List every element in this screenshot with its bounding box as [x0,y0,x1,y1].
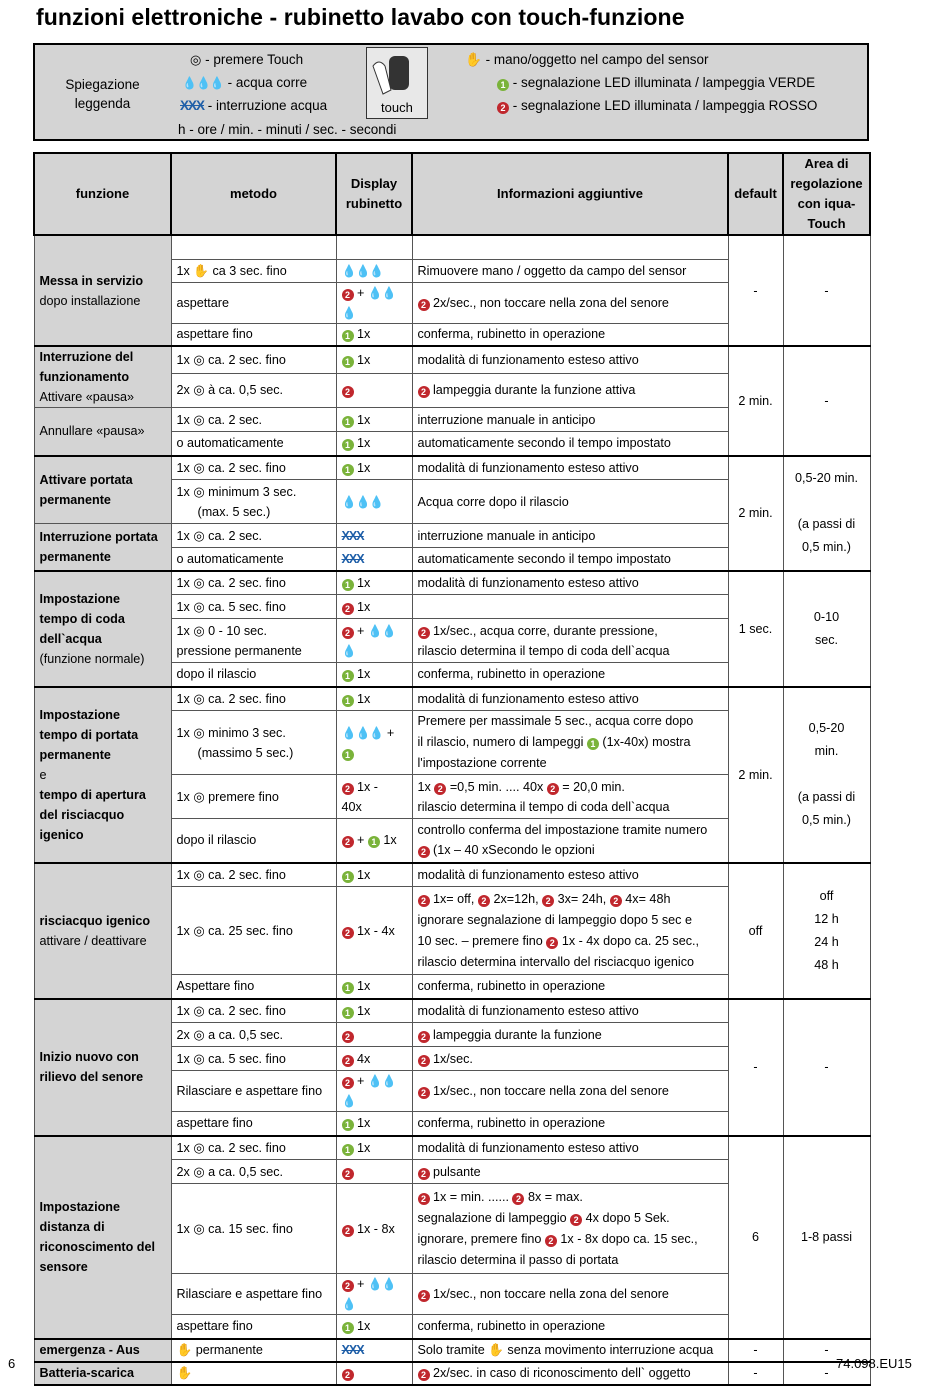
display [336,1160,412,1184]
green-led-icon: 1 [497,79,509,91]
default-value: 2 min. [728,346,783,456]
default-value: - [728,1339,783,1362]
display: 1 1x [336,687,412,711]
info: modalità di funzionamento esteso attivo [412,863,728,887]
red-led-icon: 2 [542,895,554,907]
method: Rilasciare e aspettare fino [171,1071,336,1112]
hand-icon: ✋ [193,263,209,278]
display [336,1362,412,1385]
touch-icon: ◎ [193,483,205,499]
document-code: 74.098.EU15 [836,1356,912,1371]
method: aspettare fino [171,1112,336,1136]
green-led-icon: 1 [342,464,354,476]
legend-green: 1 - segnalazione LED illuminata / lampeggia VERDE [497,75,815,91]
red-led-icon: 2 [342,386,354,398]
method: aspettare fino [171,323,336,346]
info: 2 2x/sec., non toccare nella zona del senore [412,282,728,323]
method: 1x ◎ ca. 2 sec. fino [171,863,336,887]
green-led-icon: 1 [342,1119,354,1131]
red-led-icon: 2 [418,1290,430,1302]
header-display: Display rubinetto [336,153,412,235]
method: 1x ◎ ca. 2 sec. fino [171,999,336,1023]
red-led-icon: 2 [342,1168,354,1180]
display: 1 1x [336,1315,412,1339]
default-value: 2 min. [728,687,783,863]
display: 1 1x [336,863,412,887]
red-led-icon: 2 [418,1031,430,1043]
legend-red: 2 - segnalazione LED illuminata / lampeggia ROSSO [497,98,817,114]
display [336,480,412,524]
green-led-icon: 1 [342,871,354,883]
method: aspettare fino [171,1315,336,1339]
method: dopo il rilascio [171,663,336,687]
header-metodo: metodo [171,153,336,235]
info: modalità di funzionamento esteso attivo [412,687,728,711]
info: automaticamente secondo il tempo impostato [412,548,728,571]
page-number: 6 [8,1356,16,1371]
info: 2 1x= off, 2 2x=12h, 2 3x= 24h, 2 4x= 48h ignorare segnalazione di lampeggio dopo 5 sec e 10 sec. – premere fino 2 1x - 4x dopo ca. 25 sec., rilascio determina intervallo del risciacquo igenico [412,887,728,975]
method: dopo il rilascio [171,819,336,863]
method: 1x ◎ ca. 5 sec. fino [171,1047,336,1071]
touch-icon: ◎ [190,52,202,67]
area-value: 0-10 sec. [783,571,870,687]
method: Aspettare fino [171,975,336,999]
display: 1 1x [336,432,412,456]
red-led-icon: 2 [342,783,354,795]
touch-sensor-image [366,47,428,119]
hand-icon: ✋ [176,1366,193,1380]
display: 2 1x [336,595,412,619]
area-value: - [783,1339,870,1362]
info: Acqua corre dopo il rilascio [412,480,728,524]
water-drops-icon: 💧💧💧 [341,1074,396,1108]
red-led-icon: 2 [418,1168,430,1180]
green-led-icon: 1 [587,738,599,750]
water-stop-icon: XXX [180,98,205,113]
display [336,1023,412,1047]
green-led-icon: 1 [342,1007,354,1019]
info: conferma, rubinetto in operazione [412,323,728,346]
red-led-icon: 2 [546,937,558,949]
display: 1 1x [336,456,412,480]
touch-icon: ◎ [193,382,205,398]
method: o automaticamente [171,432,336,456]
green-led-icon: 1 [342,982,354,994]
red-led-icon: 2 [610,895,622,907]
method: 1x ◎ 0 - 10 sec. pressione permanente [171,619,336,663]
display: 💧💧💧 + 1 [336,711,412,775]
display: 1 1x [336,323,412,346]
red-led-icon: 2 [342,1369,354,1381]
legend-hours: h - ore / min. - minuti / sec. - secondi [178,122,397,137]
red-led-icon: 2 [342,1280,354,1292]
display: 2 4x [336,1047,412,1071]
red-led-icon: 2 [342,289,354,301]
touch-icon: ◎ [193,788,205,804]
red-led-icon: 2 [418,1087,430,1099]
red-led-icon: 2 [497,102,509,114]
info: 2 2x/sec. in caso di riconoscimento dell` oggetto [412,1362,728,1385]
method: ✋ permanente [171,1339,336,1362]
red-led-icon: 2 [478,895,490,907]
touch-icon: ◎ [193,598,205,614]
display: 2 1x - 4x [336,887,412,975]
water-stop-icon: XXX [341,551,364,566]
red-led-icon: 2 [342,1077,354,1089]
green-led-icon: 1 [342,356,354,368]
info: conferma, rubinetto in operazione [412,663,728,687]
touch-icon: ◎ [193,1002,205,1018]
functions-table [33,152,871,1386]
red-led-icon: 2 [512,1193,524,1205]
method: Rilasciare e aspettare fino [171,1274,336,1315]
red-led-icon: 2 [418,627,430,639]
touch-icon: ◎ [193,922,205,938]
legend-label: Spiegazione leggenda [65,77,140,111]
info: Premere per massimale 5 sec., acqua corre dopo il rilascio, numero di lampeggi 1 (1x-40x) mostra l'impostazione corrente [412,711,728,775]
info: modalità di funzionamento esteso attivo [412,1136,728,1160]
info: Rimuovere mano / oggetto da campo del sensor [412,259,728,282]
display: 1 1x [336,408,412,432]
red-led-icon: 2 [434,783,446,795]
touch-label: touch [381,100,413,115]
method: 1x ◎ minimum 3 sec. (max. 5 sec.) [171,480,336,524]
info: modalità di funzionamento esteso attivo [412,571,728,595]
red-led-icon: 2 [570,1214,582,1226]
info: controllo conferma del impostazione tramite numero 2 (1x – 40 xSecondo le opzioni [412,819,728,863]
default-value: 2 min. [728,456,783,571]
red-led-icon: 2 [418,895,430,907]
display: 1 1x [336,999,412,1023]
info: modalità di funzionamento esteso attivo [412,346,728,373]
header-info: Informazioni aggiuntive [412,153,728,235]
info: modalità di funzionamento esteso attivo [412,999,728,1023]
touch-icon: ◎ [193,1220,205,1236]
hand-icon: ✋ [488,1343,504,1357]
display [336,524,412,548]
touch-icon: ◎ [193,459,205,475]
legend-stop: XXX - interruzione acqua [180,98,328,113]
red-led-icon: 2 [418,846,430,858]
touch-icon: ◎ [193,527,205,543]
method: 2x ◎ à ca. 0,5 sec. [171,373,336,407]
red-led-icon: 2 [342,927,354,939]
info: conferma, rubinetto in operazione [412,1315,728,1339]
water-drops-icon: 💧💧💧 [182,76,224,90]
method: 1x ✋ ca 3 sec. fino [171,259,336,282]
fn-tempo-di-portata: Impostazione tempo di portata permanente e tempo di apertura del risciacquo igenico [34,687,171,863]
default-value: - [728,999,783,1136]
info: conferma, rubinetto in operazione [412,1112,728,1136]
fn-annullare-pausa: Annullare «pausa» [34,408,171,456]
red-led-icon: 2 [342,836,354,848]
water-drops-icon: 💧💧💧 [341,285,396,320]
method: 1x ◎ minimo 3 sec. (massimo 5 sec.) [171,711,336,775]
fn-distanza-riconoscimento: Impostazione distanza di riconoscimento del sensore [34,1136,171,1339]
display: 1 1x [336,975,412,999]
method: 1x ◎ ca. 2 sec. fino [171,456,336,480]
green-led-icon: 1 [342,670,354,682]
legend-box [33,43,869,141]
info: 2 1x/sec., acqua corre, durante pressione, rilascio determina il tempo di coda dell`acqua [412,619,728,663]
header-default: default [728,153,783,235]
water-stop-icon: XXX [341,528,364,543]
info: 2 lampeggia durante la funzione attiva [412,373,728,407]
red-led-icon: 2 [342,1055,354,1067]
legend-press: ◎ - premere Touch [190,52,304,67]
display [336,548,412,571]
method: 1x ◎ ca. 2 sec. fino [171,1136,336,1160]
method: 1x ◎ ca. 15 sec. fino [171,1184,336,1274]
method: 1x ◎ premere fino [171,775,336,819]
red-led-icon: 2 [342,1031,354,1043]
display: 2 + 💧💧💧 [336,1274,412,1315]
info: 2 lampeggia durante la funzione [412,1023,728,1047]
touch-icon: ◎ [193,622,205,638]
touch-icon: ◎ [193,1163,205,1179]
display: 1 1x [336,1136,412,1160]
method: aspettare [171,282,336,323]
hand-touch-icon [367,48,427,100]
area-value: 0,5-20 min. (a passi di 0,5 min.) [783,456,870,571]
green-led-icon: 1 [342,695,354,707]
method: o automaticamente [171,548,336,571]
touch-icon: ◎ [193,1139,205,1155]
area-value: - [783,235,870,346]
display: 2 1x - 40x [336,775,412,819]
green-led-icon: 1 [342,749,354,761]
water-drops-icon: 💧💧💧 [341,1277,396,1311]
hand-icon: ✋ [465,52,482,67]
info: 1x 2 =0,5 min. .... 40x 2 = 20,0 min. rilascio determina il tempo di coda dell`acqua [412,775,728,819]
touch-icon: ◎ [193,411,205,427]
info [412,595,728,619]
area-value: - [783,346,870,456]
green-led-icon: 1 [342,1144,354,1156]
fn-attivare-portata: Attivare portata permanente [34,456,171,524]
fn-risciacquo-igenico: risciacquo igenico attivare / deattivare [34,863,171,999]
default-value: off [728,863,783,999]
water-drops-icon: 💧💧💧 [341,725,384,740]
display: 2 + 💧💧💧 [336,282,412,323]
red-led-icon: 2 [418,386,430,398]
method: 1x ◎ ca. 2 sec. fino [171,687,336,711]
touch-icon: ◎ [193,574,205,590]
display: 2 + 💧💧💧 [336,1071,412,1112]
area-value: - [783,999,870,1136]
touch-icon: ◎ [193,1026,205,1042]
fn-interruzione: Interruzione del funzionamento Attivare «pausa» [34,346,171,408]
display: 1 1x [336,571,412,595]
area-value: off 12 h 24 h 48 h [783,863,870,999]
legend-water: 💧💧💧 - acqua corre [182,75,308,90]
green-led-icon: 1 [342,330,354,342]
info: 2 1x/sec., non toccare nella zona del senore [412,1274,728,1315]
method [171,1362,336,1385]
header-funzione: funzione [34,153,171,235]
page-title: funzioni elettroniche - rubinetto lavabo con touch-funzione [36,4,685,30]
green-led-icon: 1 [368,836,380,848]
default-value: 6 [728,1136,783,1339]
red-led-icon: 2 [418,1193,430,1205]
legend-hand: ✋ - mano/oggetto nel campo del sensor [465,52,709,67]
display: 1 1x [336,1112,412,1136]
touch-icon: ◎ [193,1050,205,1066]
info: interruzione manuale in anticipo [412,408,728,432]
touch-icon: ◎ [193,724,205,740]
area-value: 0,5-20 min. (a passi di 0,5 min.) [783,687,870,863]
fn-messa-in-servizio: Messa in servizio dopo installazione [34,235,171,346]
info: 2 1x/sec., non toccare nella zona del senore [412,1071,728,1112]
red-led-icon: 2 [342,1225,354,1237]
touch-icon: ◎ [193,866,205,882]
method: 1x ◎ ca. 2 sec. [171,408,336,432]
info: Solo tramite ✋ senza movimento interruzione acqua [412,1339,728,1362]
method: 1x ◎ ca. 2 sec. fino [171,346,336,373]
info: automaticamente secondo il tempo impostato [412,432,728,456]
default-value: - [728,1362,783,1385]
area-value: - [783,1362,870,1385]
fn-inizio-nuovo: Inizio nuovo con rilievo del senore [34,999,171,1136]
green-led-icon: 1 [342,1322,354,1334]
area-value: 1-8 passi [783,1136,870,1339]
display [336,259,412,282]
hand-icon: ✋ [176,1343,193,1357]
fn-tempo-di-coda: Impostazione tempo di coda dell`acqua (funzione normale) [34,571,171,687]
red-led-icon: 2 [418,299,430,311]
method: 1x ◎ ca. 5 sec. fino [171,595,336,619]
water-drops-icon: 💧💧💧 [341,263,384,278]
info: 2 1x/sec. [412,1047,728,1071]
water-drops-icon: 💧💧💧 [341,494,384,509]
green-led-icon: 1 [342,439,354,451]
red-led-icon: 2 [418,1055,430,1067]
info: 2 1x = min. ...... 2 8x = max. segnalazione di lampeggio 2 4x dopo 5 Sek. ignorare, premere fino 2 1x - 8x dopo ca. 15 sec., rilascio determina il passo di portata [412,1184,728,1274]
header-area: Area di regolazione con iqua- Touch [783,153,870,235]
display [336,373,412,407]
touch-icon: ◎ [193,690,205,706]
default-value: - [728,235,783,346]
info: modalità di funzionamento esteso attivo [412,456,728,480]
method: 2x ◎ a ca. 0,5 sec. [171,1023,336,1047]
method: 1x ◎ ca. 2 sec. fino [171,571,336,595]
fn-batteria-scarica: Batteria-scarica [34,1362,171,1385]
fn-interruzione-portata: Interruzione portata permanente [34,524,171,571]
display: 2 + 💧💧💧 [336,619,412,663]
water-drops-icon: 💧💧💧 [341,623,396,658]
red-led-icon: 2 [545,1235,557,1247]
touch-icon: ◎ [193,351,205,367]
method: 2x ◎ a ca. 0,5 sec. [171,1160,336,1184]
display [336,1339,412,1362]
method: 1x ◎ ca. 2 sec. [171,524,336,548]
green-led-icon: 1 [342,579,354,591]
display: 1 1x [336,663,412,687]
fn-emergenza: emergenza - Aus [34,1339,171,1362]
info: interruzione manuale in anticipo [412,524,728,548]
info: conferma, rubinetto in operazione [412,975,728,999]
display: 1 1x [336,346,412,373]
red-led-icon: 2 [547,783,559,795]
red-led-icon: 2 [342,603,354,615]
red-led-icon: 2 [342,627,354,639]
display: 2 1x - 8x [336,1184,412,1274]
info: 2 pulsante [412,1160,728,1184]
method: 1x ◎ ca. 25 sec. fino [171,887,336,975]
red-led-icon: 2 [418,1369,430,1381]
default-value: 1 sec. [728,571,783,687]
water-stop-icon: XXX [341,1343,364,1357]
green-led-icon: 1 [342,416,354,428]
display: 2 + 1 1x [336,819,412,863]
